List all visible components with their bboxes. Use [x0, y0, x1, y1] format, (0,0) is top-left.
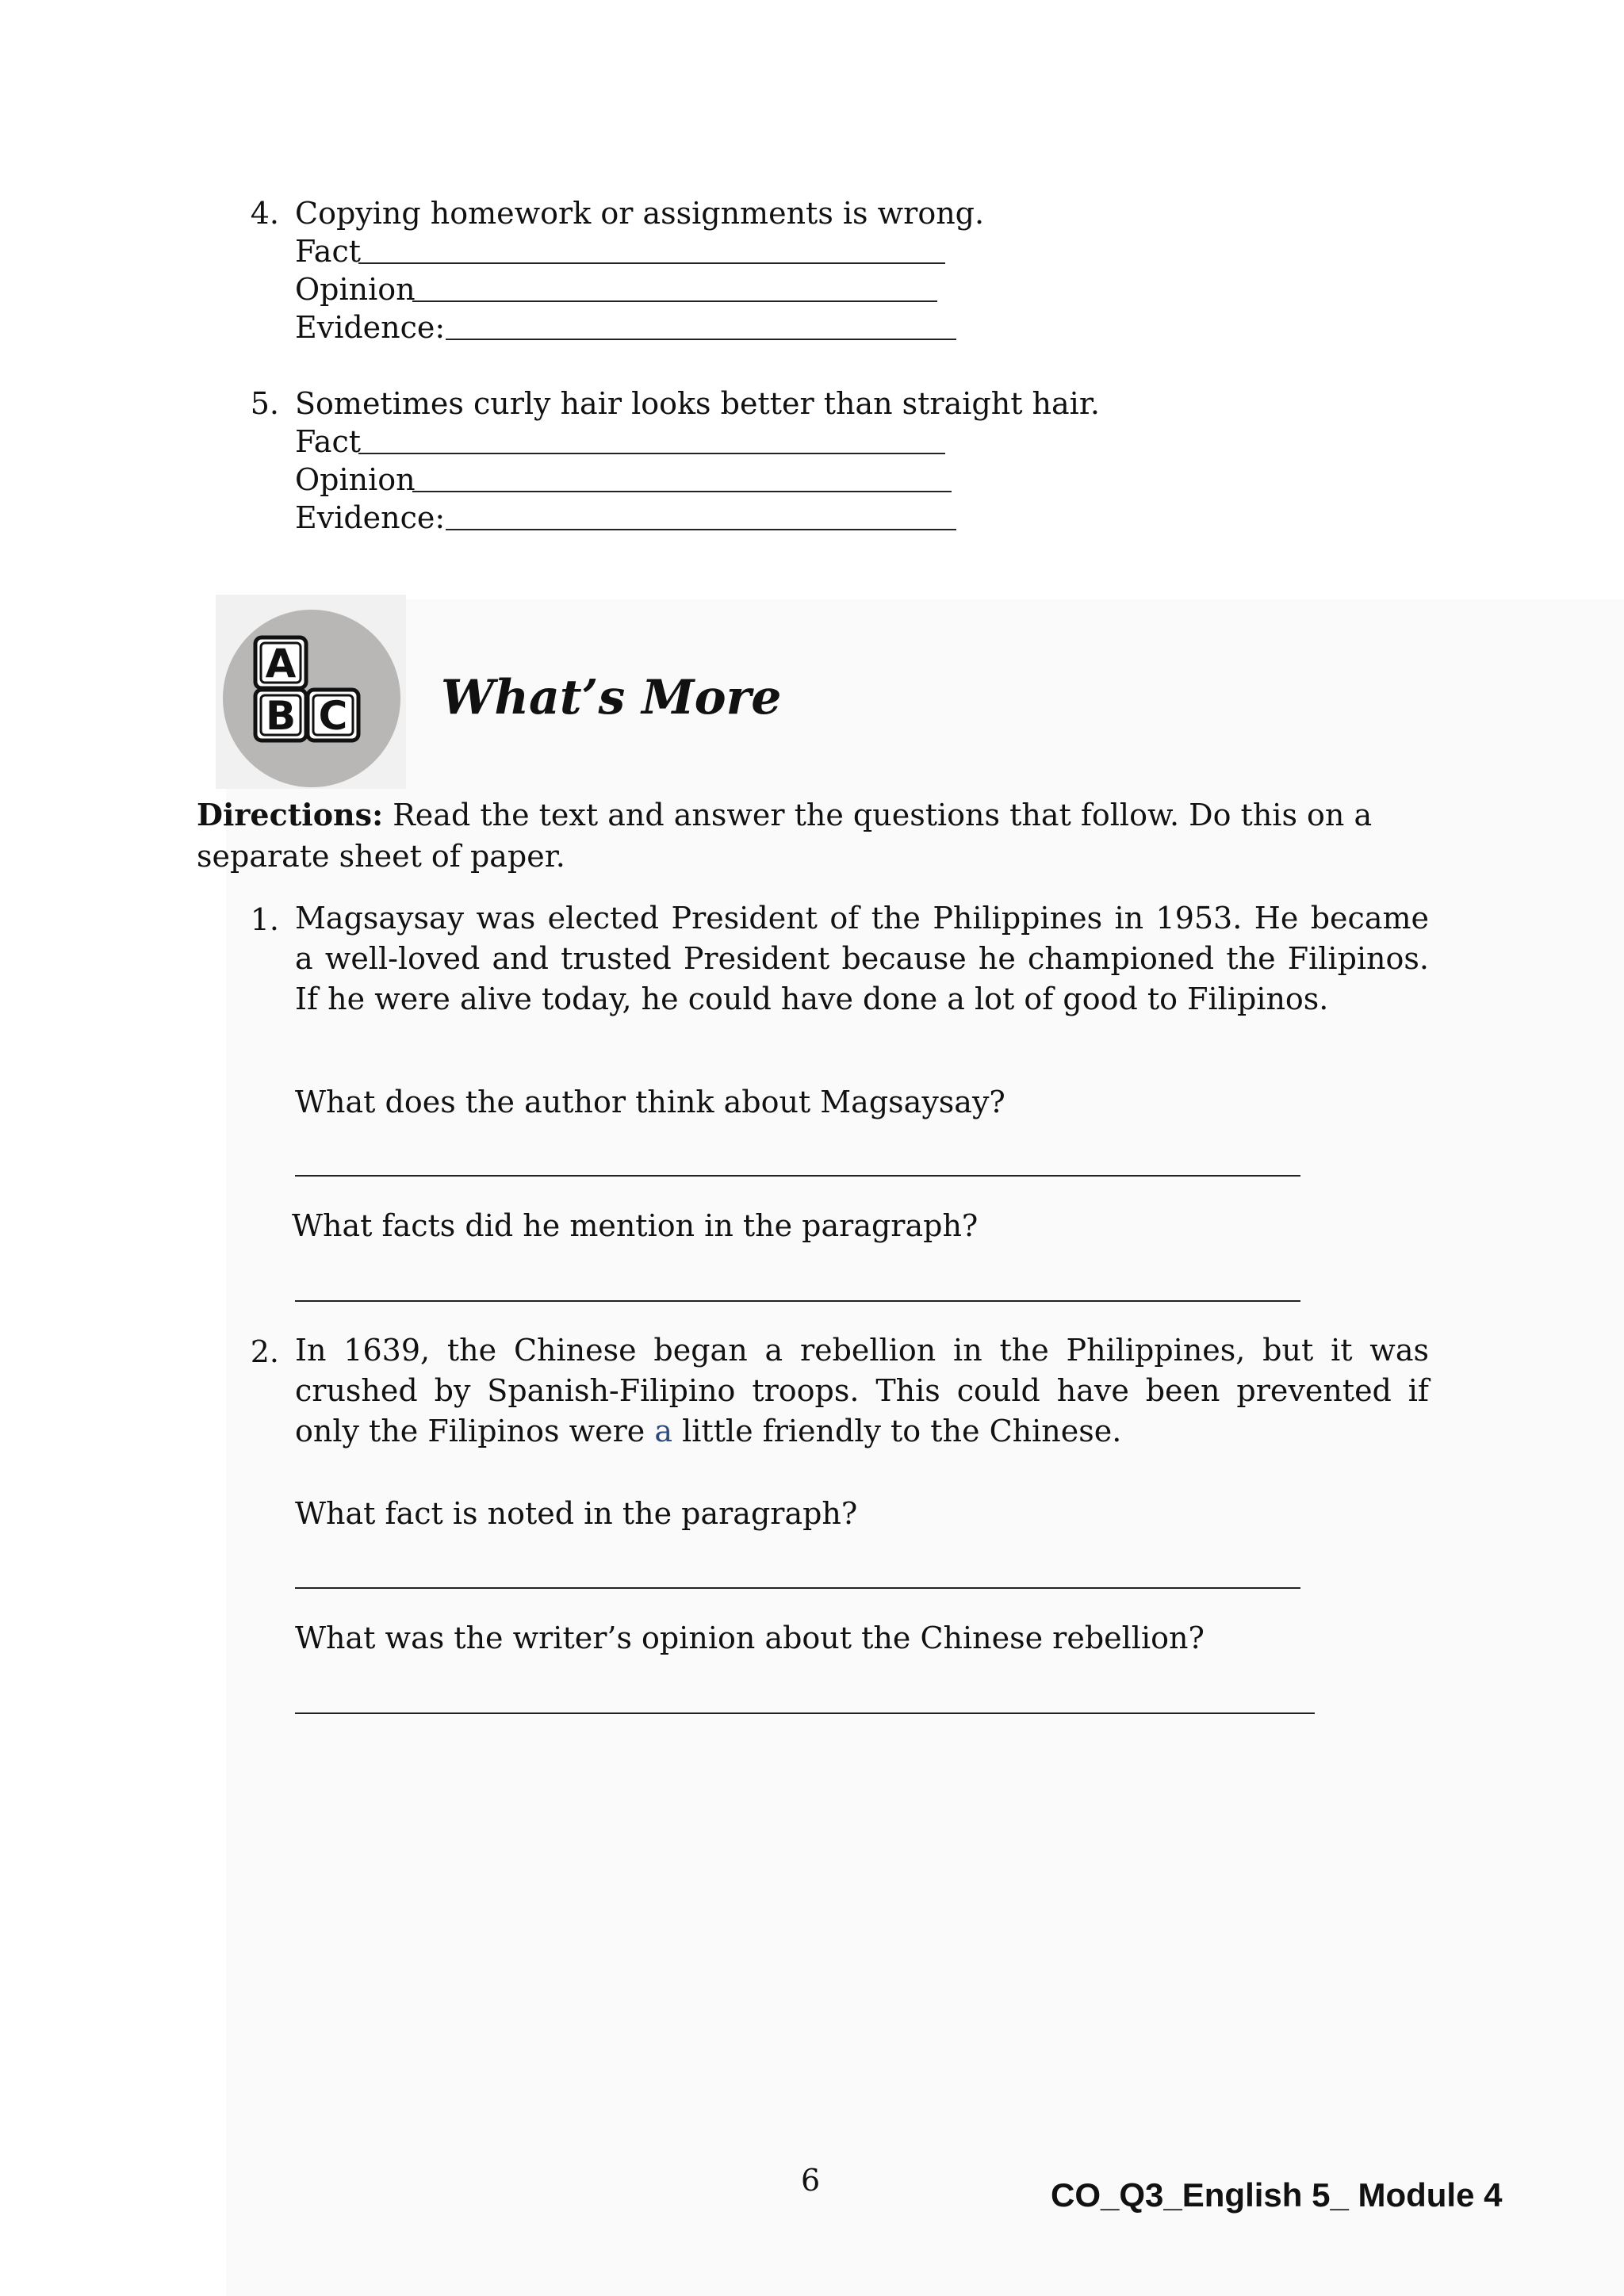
exercise-paragraph: Magsaysay was elected President of the Philippines in 1953. He became a well-loved and trusted President because he championed the Filipinos. If he were alive today, he could have done a lot of good to Filipinos.	[295, 901, 1429, 1016]
evidence-answer-line[interactable]	[446, 529, 956, 530]
evidence-label: Evidence:	[295, 500, 446, 535]
fact-answer-line[interactable]	[358, 453, 945, 454]
icon-letter-a: A	[265, 641, 297, 687]
abc-blocks-icon	[220, 607, 403, 790]
opinion-label: Opinion	[295, 272, 416, 307]
icon-letter-b: B	[265, 693, 297, 739]
directions-text: Read the text and answer the questions that follow. Do this on a separate sheet of paper.	[197, 798, 1373, 874]
answer-line[interactable]	[295, 1175, 1300, 1177]
directions	[197, 794, 1434, 877]
module-code: CO_Q3_English 5_ Module 4	[1051, 2176, 1503, 2214]
icon-letter-c: C	[318, 693, 348, 739]
question: What fact is noted in the paragraph?	[295, 1496, 858, 1531]
opinion-answer-line[interactable]	[412, 300, 937, 302]
exercise-number: 2.	[250, 1334, 279, 1369]
question: What facts did he mention in the paragraph?	[292, 1208, 979, 1243]
evidence-label: Evidence:	[295, 310, 446, 345]
exercise-number: 1.	[250, 902, 279, 937]
item-statement: Sometimes curly hair looks better than straight hair.	[295, 386, 1100, 421]
fact-answer-line[interactable]	[358, 262, 945, 264]
answer-line[interactable]	[295, 1300, 1300, 1302]
fact-label: Fact	[295, 234, 361, 269]
question: What does the author think about Magsaysay?	[295, 1085, 1005, 1119]
fact-label: Fact	[295, 424, 361, 459]
question: What was the writer’s opinion about the Chinese rebellion?	[295, 1621, 1205, 1655]
directions-label: Directions:	[197, 797, 384, 832]
opinion-label: Opinion	[295, 462, 416, 497]
item-statement: Copying homework or assignments is wrong.	[295, 196, 985, 231]
answer-line[interactable]	[295, 1712, 1315, 1714]
exercise-paragraph: In 1639, the Chinese began a rebellion in the Philippines, but it was crushed by Spanish-Filipino troops. This could have been prevented if only the Filipinos were a little friendly to the Chinese.	[295, 1333, 1429, 1448]
page-number: 6	[801, 2163, 821, 2198]
item-number: 4.	[250, 196, 279, 231]
answer-line[interactable]	[295, 1587, 1300, 1589]
section-title: What’s More	[441, 670, 782, 725]
item-number: 5.	[250, 386, 279, 421]
evidence-answer-line[interactable]	[446, 339, 956, 340]
opinion-answer-line[interactable]	[412, 491, 952, 492]
